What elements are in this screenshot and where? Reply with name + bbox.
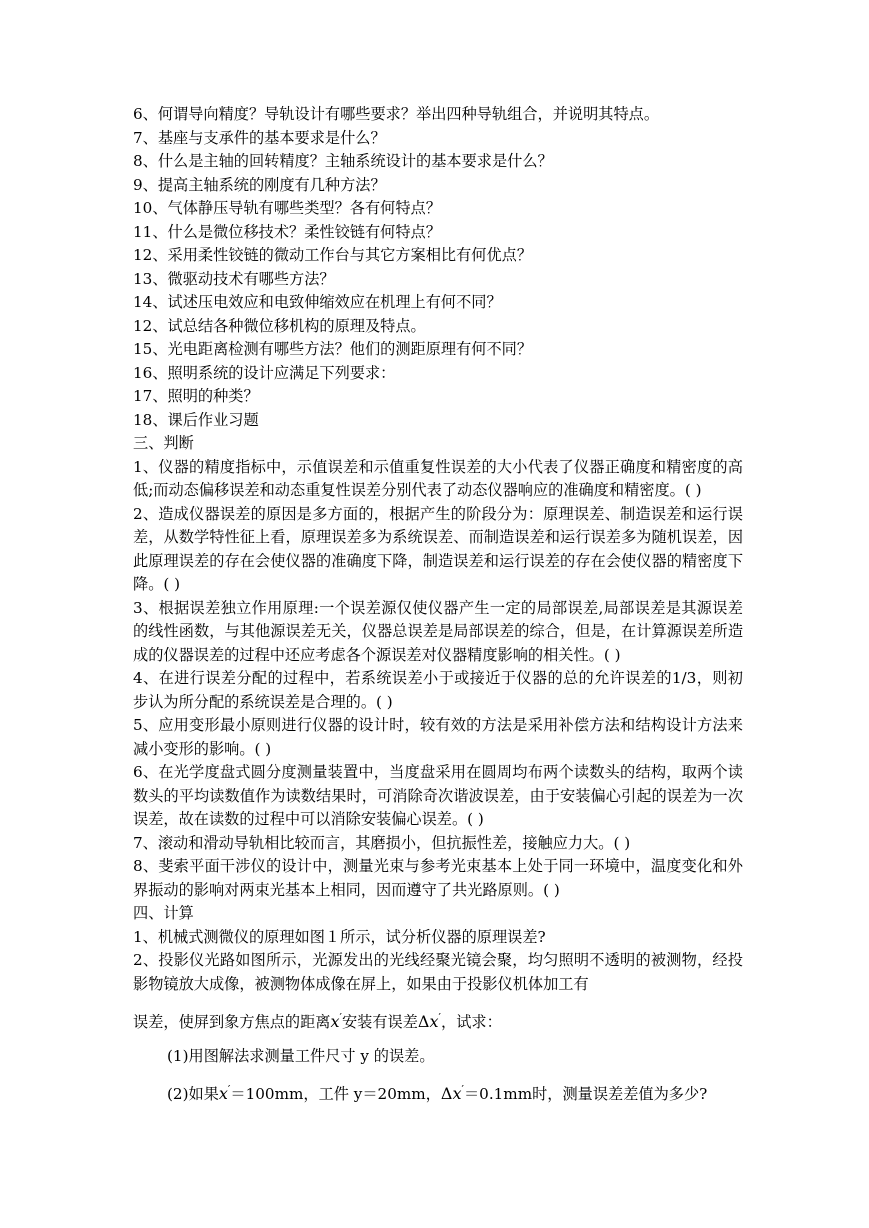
calc-question-2: [133, 949, 743, 996]
question-18: 18、课后作业习题: [133, 410, 259, 429]
question-15: 15、光电距离检测有哪些方法？他们的测距原理有何不同？: [133, 340, 533, 358]
question-16: 16、照明系统的设计应满足下列要求：: [133, 363, 396, 382]
section-3-heading: 三、判断: [133, 434, 194, 452]
calc-question-1: 1、机械式测微仪的原理如图１所示，试分析仪器的原理误差?: [133, 927, 546, 946]
sub-question-1: (1)用图解法求测量工件尺寸 y 的误差。: [167, 1046, 435, 1065]
question-list: [133, 103, 743, 432]
question-13: 13、微驱动技术有哪些方法？: [133, 269, 335, 288]
symbol-delta-x-prime: Δx′: [417, 1011, 441, 1031]
section-4-heading: 四、计算: [133, 904, 194, 922]
question-8: 8、什么是主轴的回转精度？主轴系统设计的基本要求是什么？: [133, 152, 553, 170]
symbol-x-prime: x′: [330, 1011, 342, 1031]
question-12b: 12、试总结各种微位移机构的原理及特点。: [133, 316, 426, 335]
question-6: 6、何谓导向精度？导轨设计有哪些要求？举出四种导轨组合，并说明其特点。: [133, 105, 660, 123]
q2-text-c: ，试求：: [441, 1013, 502, 1031]
judgement-1: 1、仪器的精度指标中，示值误差和示值重复性误差的大小代表了仪器正确度和精密度的高低;而动态偏移误差和动态重复性误差分别代表了动态仪器响应的准确度和精密度。( ): [133, 457, 743, 499]
sub2-text-b: ＝100mm，工件 y＝20mm，: [230, 1085, 441, 1103]
judgement-5: 5、应用变形最小原则进行仪器的设计时，较有效的方法是采用补偿方法和结构设计方法来减小变形的影响。( ): [133, 716, 743, 758]
judgement-list: [133, 456, 743, 903]
question-11: 11、什么是微位移技术？柔性铰链有何特点？: [133, 222, 441, 241]
question-12: 12、采用柔性铰链的微动工作台与其它方案相比有何优点？: [133, 246, 533, 264]
judgement-3: 3、根据误差独立作用原理:一个误差源仅使仪器产生一定的局部误差,局部误差是其源误差的线性函数，与其他源误差无关，仪器总误差是局部误差的综合，但是，在计算源误差所造成的仪器误差的过程中还应考虑各个源误差对仪器精度影响的相关性。( ): [133, 598, 743, 664]
question-14: 14、试述压电效应和电致伸缩效应在机理上有何不同？: [133, 293, 502, 311]
calc-question-2-continued: [133, 1006, 743, 1035]
question-9: 9、提高主轴系统的刚度有几种方法？: [133, 175, 386, 194]
sub2-text-a: (2)如果: [167, 1085, 219, 1103]
symbol-delta-x-prime-2: Δx′: [440, 1083, 464, 1103]
question-7: 7、基座与支承件的基本要求是什么？: [133, 128, 386, 147]
symbol-x-prime-2: x′: [218, 1083, 231, 1103]
calc-question-2-text: 2、投影仪光路如图所示，光源发出的光线经聚光镜会聚，均匀照明不透明的被测物，经投影物镜放大成像，被测物体成像在屏上，如果由于投影仪机体加工有: [133, 951, 743, 993]
question-17: 17、照明的种类？: [133, 387, 259, 405]
q2-text-b: 安装有误差: [341, 1013, 418, 1031]
sub2-text-c: ＝0.1mm时，测量误差差值为多少?: [463, 1085, 708, 1103]
judgement-2: 2、造成仪器误差的原因是多方面的，根据产生的阶段分为：原理误差、制造误差和运行误差，从数学特性征上看，原理误差多为系统误差、而制造误差和运行误差多为随机误差，因此原理误差的存在会使仪器的准确度下降，制造误差和运行误差的存在会使仪器的精密度下降。( ): [133, 504, 743, 593]
sub-question-2: [133, 1078, 743, 1107]
judgement-8: 8、斐索平面干涉仪的设计中，测量光束与参考光束基本上处于同一环境中，温度变化和外界振动的影响对两束光基本上相同，因而遵守了共光路原则。( ): [133, 857, 743, 899]
judgement-6: 6、在光学度盘式圆分度测量装置中，当度盘采用在圆周均布两个读数头的结构，取两个读数头的平均读数值作为读数结果时，可消除奇次谐波误差，由于安装偏心引起的误差为一次误差，故在读数的过程中可以消除安装偏心误差。( ): [133, 763, 743, 828]
question-10: 10、气体静压导轨有哪些类型？各有何特点？: [133, 199, 441, 217]
judgement-7: 7、滚动和滑动导轨相比较而言，其磨损小，但抗振性差，接触应力大。( ): [133, 833, 631, 852]
document-page: [133, 103, 743, 1107]
judgement-4: 4、在进行误差分配的过程中，若系统误差小于或接近于仪器的总的允许误差的1/3，则初步认为所分配的系统误差是合理的。( ): [133, 669, 743, 711]
q2-text-a: 误差，使屏到象方焦点的距离: [133, 1013, 331, 1031]
